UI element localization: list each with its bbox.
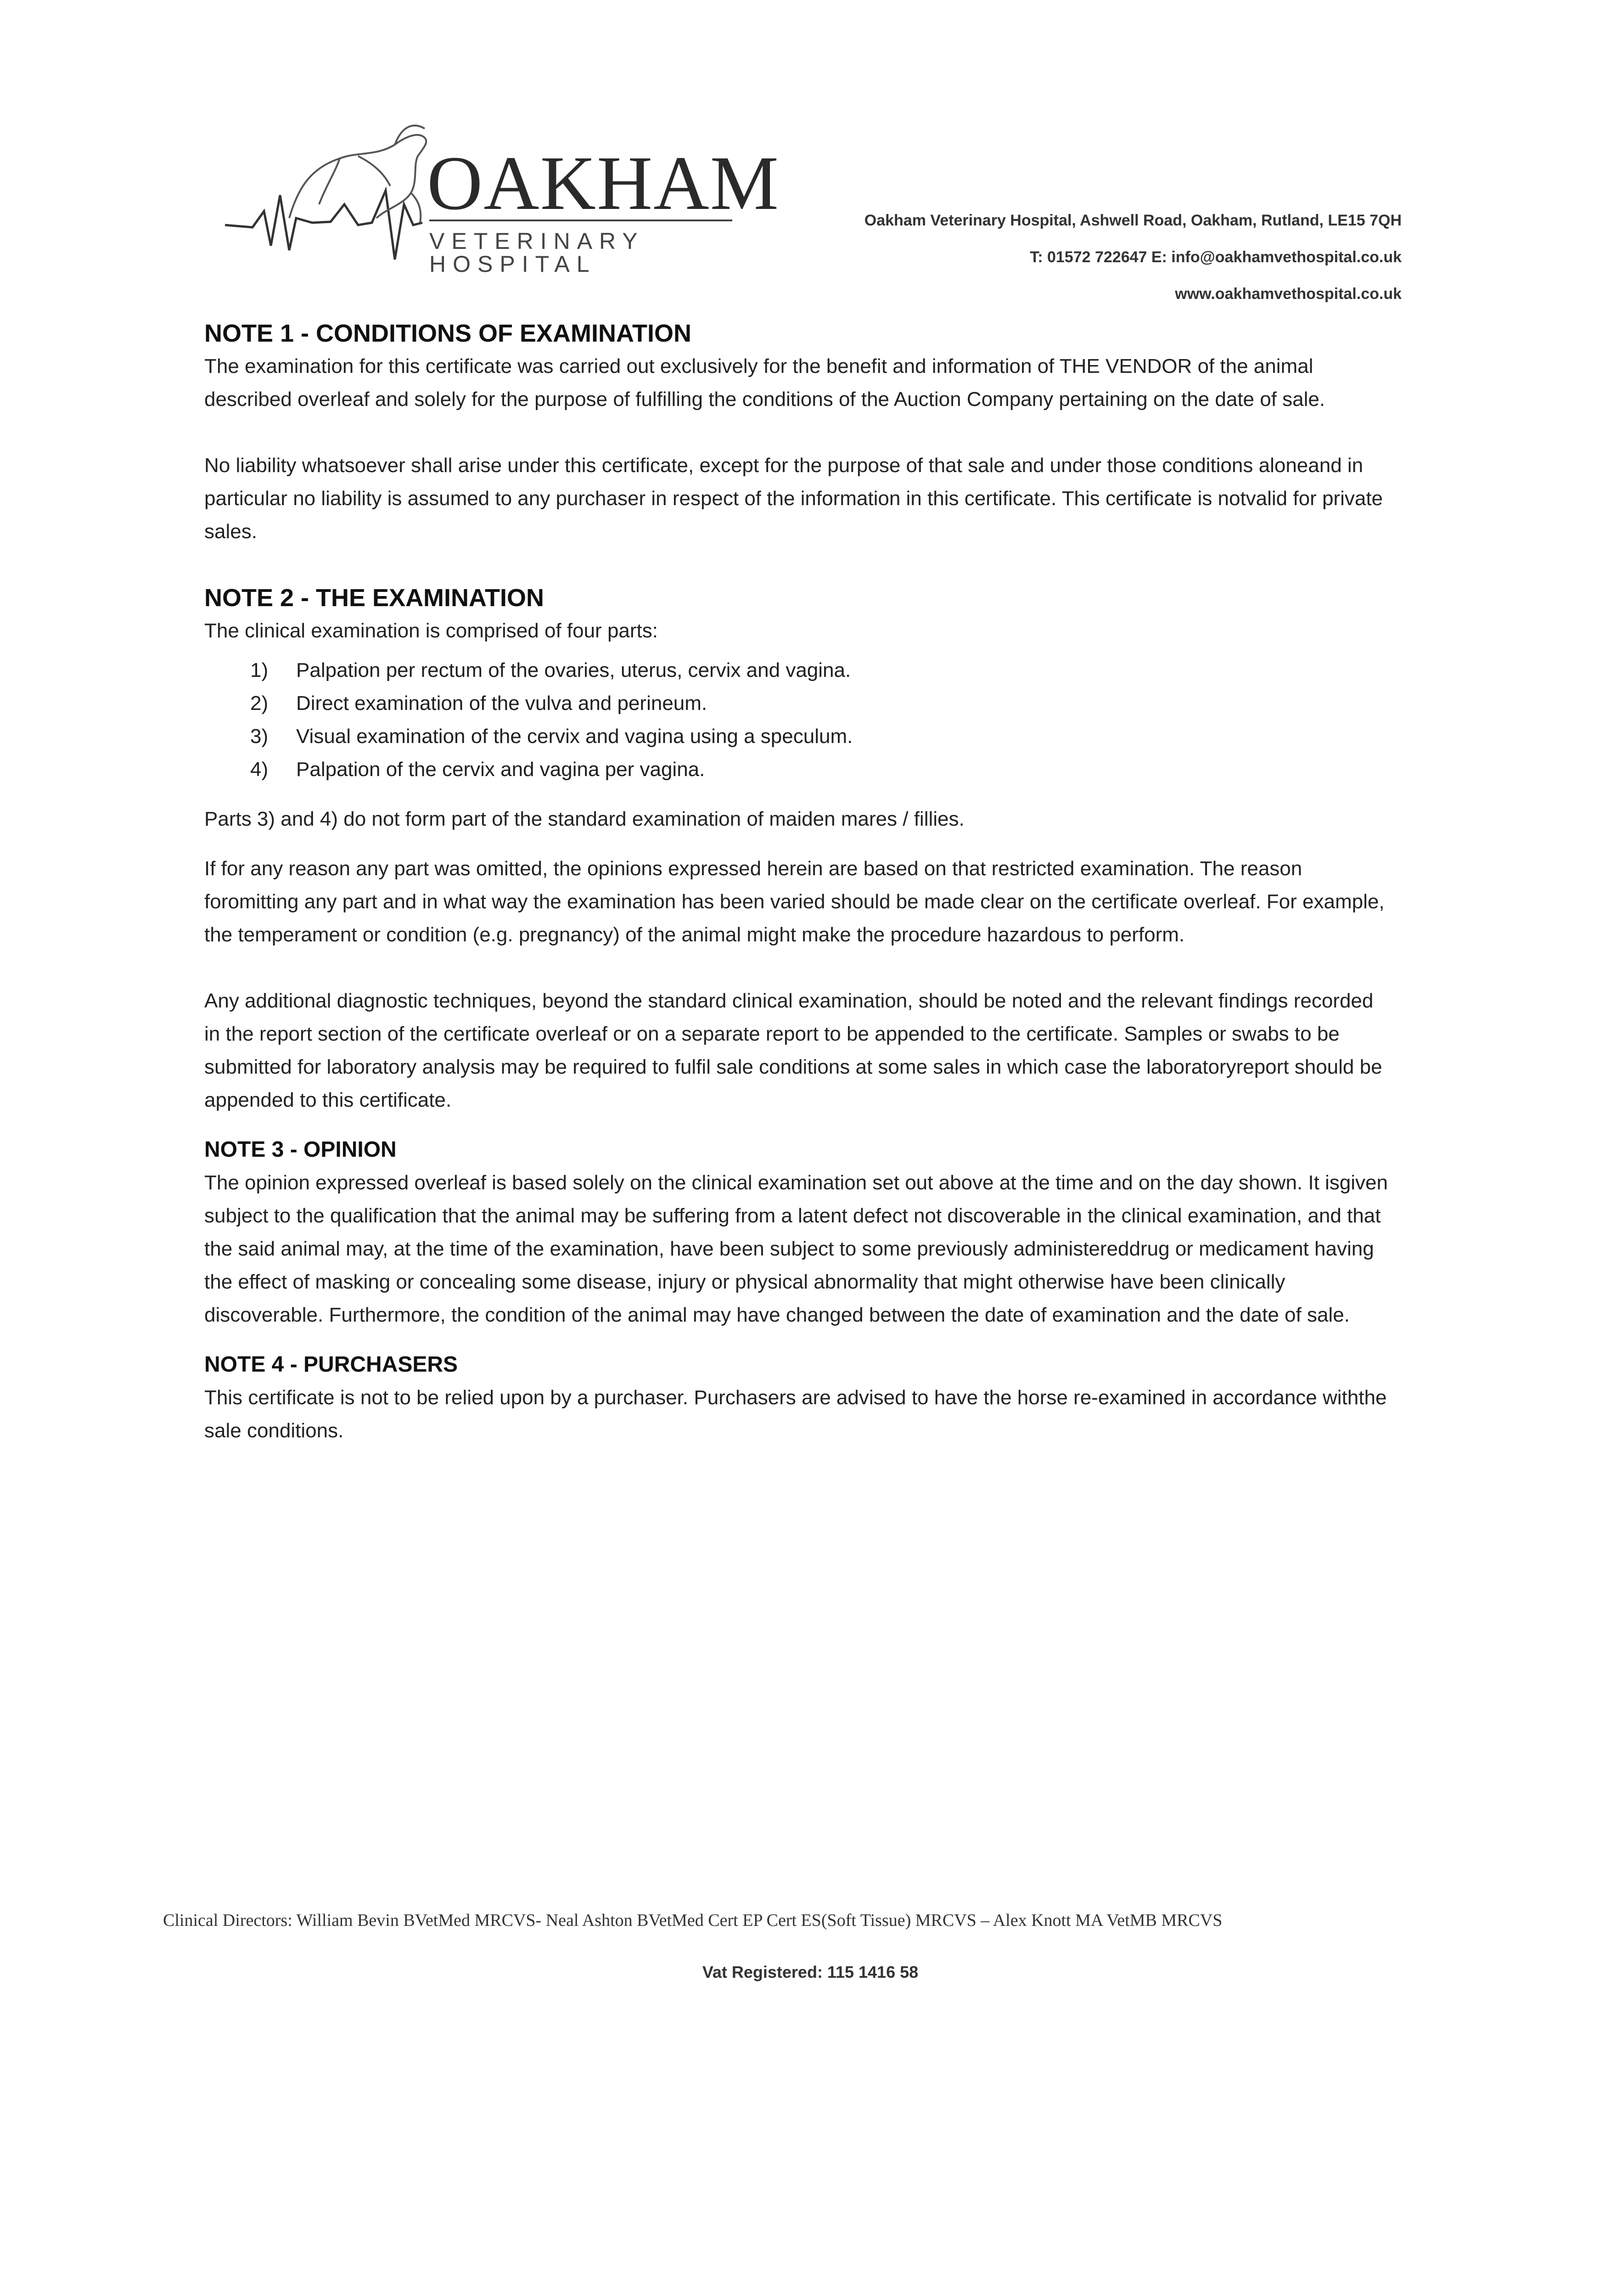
list-text: Palpation per rectum of the ovaries, uterus, cervix and vagina. <box>296 659 851 681</box>
note2-intro: The clinical examination is comprised of four parts: <box>204 619 658 642</box>
list-item <box>250 720 1389 753</box>
list-item <box>250 654 1389 687</box>
note4-paragraph: This certificate is not to be relied upon by a purchaser. Purchasers are advised to have the horse re-examined in accordance withthe sale conditions. <box>204 1386 1387 1442</box>
list-text: Visual examination of the cervix and vagina using a speculum. <box>296 725 853 748</box>
document-body <box>204 317 1389 1447</box>
list-text: Direct examination of the vulva and perineum. <box>296 692 707 715</box>
phone-email: T: 01572 722647 E: info@oakhamvethospital.co.uk <box>1030 248 1402 266</box>
note2-parts-paragraph: Parts 3) and 4) do not form part of the standard examination of maiden mares / fillies. <box>204 808 965 830</box>
list-item <box>250 687 1389 720</box>
list-number: 2) <box>250 692 269 715</box>
note2-additional-paragraph: Any additional diagnostic techniques, beyond the standard clinical examination, should be noted and the relevant findings recorded in the report section of the certificate overleaf or on a separate report to be appended to the certificate. Samples or swabs to be submitted for laboratory analysis may be required to fulfil sale conditions at some sales in which case the laboratoryreport should be appended to this certificate. <box>204 990 1382 1111</box>
note4-heading: NOTE 4 - PURCHASERS <box>204 1352 458 1377</box>
hospital-logo <box>220 113 780 277</box>
list-item <box>250 753 1389 786</box>
note2-heading: NOTE 2 - THE EXAMINATION <box>204 584 544 612</box>
list-number: 4) <box>250 758 269 781</box>
note2-omitted-paragraph: If for any reason any part was omitted, the opinions expressed herein are based on that restricted examination. The reason foromitting any part and in what way the examination has been varied should be made clear on the certificate overleaf. For example, the temperament or condition (e.g. pregnancy) of the animal might make the procedure hazardous to perform. <box>204 857 1385 946</box>
clinical-directors: Clinical Directors: William Bevin BVetMed MRCVS- Neal Ashton BVetMed Cert EP Cert ES(Soft Tissue) MRCVS – Alex Knott MA VetMB MRCVS <box>163 1911 1223 1930</box>
list-number: 3) <box>250 725 269 748</box>
note1-heading: NOTE 1 - CONDITIONS OF EXAMINATION <box>204 320 692 347</box>
list-number: 1) <box>250 659 269 681</box>
note1-paragraph-2: No liability whatsoever shall arise under this certificate, except for the purpose of that sale and under those conditions aloneand in particular no liability is assumed to any purchaser in respect of the information in this certificate. This certificate is notvalid for private sales. <box>204 454 1383 543</box>
list-text: Palpation of the cervix and vagina per vagina. <box>296 758 705 781</box>
examination-parts-list <box>204 654 1389 786</box>
vat-number: Vat Registered: 115 1416 58 <box>702 1963 919 1981</box>
logo-subtitle: VETERINARY HOSPITAL <box>429 228 644 277</box>
logo-wordmark: OAKHAM <box>427 141 780 226</box>
page-footer <box>163 1910 1458 1982</box>
note3-heading: NOTE 3 - OPINION <box>204 1137 397 1162</box>
note1-paragraph-1: The examination for this certificate was carried out exclusively for the benefit and information of THE VENDOR of the animal described overleaf and solely for the purpose of fulfilling the conditions of the Auction Company pertaining on the date of sale. <box>204 355 1325 411</box>
contact-block <box>864 202 1402 312</box>
note3-paragraph: The opinion expressed overleaf is based solely on the clinical examination set out above at the time and on the day shown. It isgiven subject to the qualification that the animal may be suffering from a latent defect not discoverable in the clinical examination, and that the said animal may, at the time of the examination, have been subject to some previously administereddrug or medicament having the effect of masking or concealing some disease, injury or physical abnormality that might otherwise have been clinically discoverable. Furthermore, the condition of the animal may have changed between the date of examination and the date of sale. <box>204 1171 1388 1326</box>
hospital-address: Oakham Veterinary Hospital, Ashwell Road, Oakham, Rutland, LE15 7QH <box>864 212 1402 229</box>
website-link[interactable]: www.oakhamvethospital.co.uk <box>1175 285 1402 303</box>
